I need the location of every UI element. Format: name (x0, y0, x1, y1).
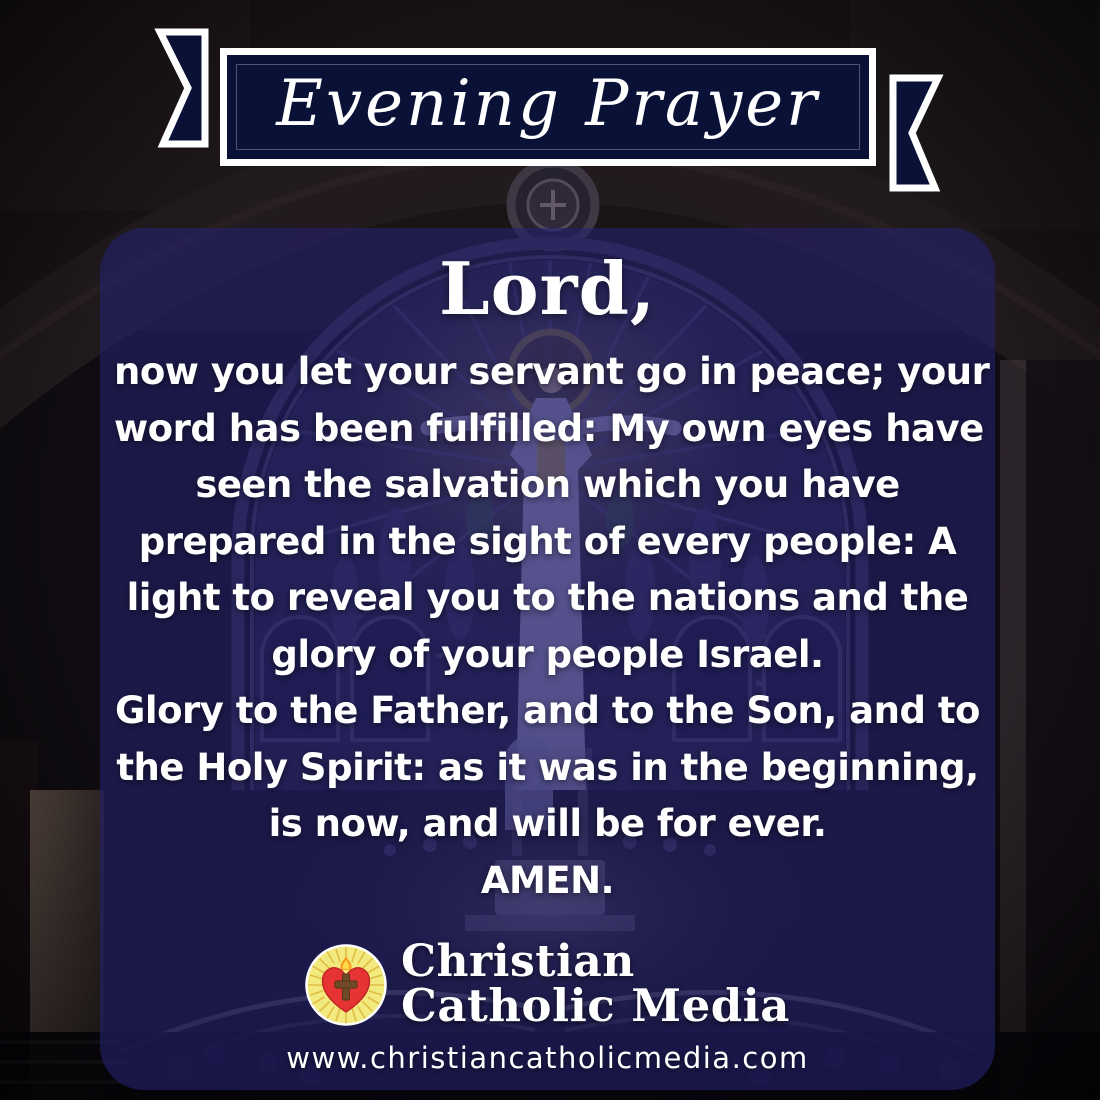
banner-ribbon-tail-right-icon (886, 72, 948, 194)
prayer-line: word has been fulfilled: My own eyes have (114, 406, 984, 450)
prayer-line: Glory to the Father, and to the Son, and to (115, 689, 980, 732)
website-url: www.christiancatholicmedia.com (286, 1041, 809, 1075)
banner-ribbon-tail-left-icon (150, 26, 212, 150)
prayer-line: the Holy Spirit: as it was in the beginning, (116, 745, 979, 789)
brand-name-line1: Christian (401, 936, 635, 987)
prayer-text (114, 344, 990, 909)
prayer-line: glory of your people Israel. (271, 632, 824, 676)
prayer-line: is now, and will be for ever. (268, 802, 827, 845)
prayer-heading: Lord, (439, 246, 656, 331)
prayer-line: now you let your servant go in peace; your (114, 350, 990, 393)
prayer-card (100, 228, 995, 1090)
prayer-line: AMEN. (480, 858, 615, 902)
prayer-line: seen the salvation which you have (195, 463, 900, 506)
prayer-line: light to reveal you to the nations and the (126, 576, 969, 619)
brand-row (114, 936, 981, 1032)
brand-name-line2: Catholic Media (401, 979, 790, 1032)
sacred-heart-sunburst-logo (305, 944, 387, 1026)
banner-title: Evening Prayer (276, 67, 820, 141)
evening-prayer-banner (220, 48, 876, 166)
prayer-line: prepared in the sight of every people: A (138, 519, 957, 563)
brand-name (401, 936, 790, 1032)
